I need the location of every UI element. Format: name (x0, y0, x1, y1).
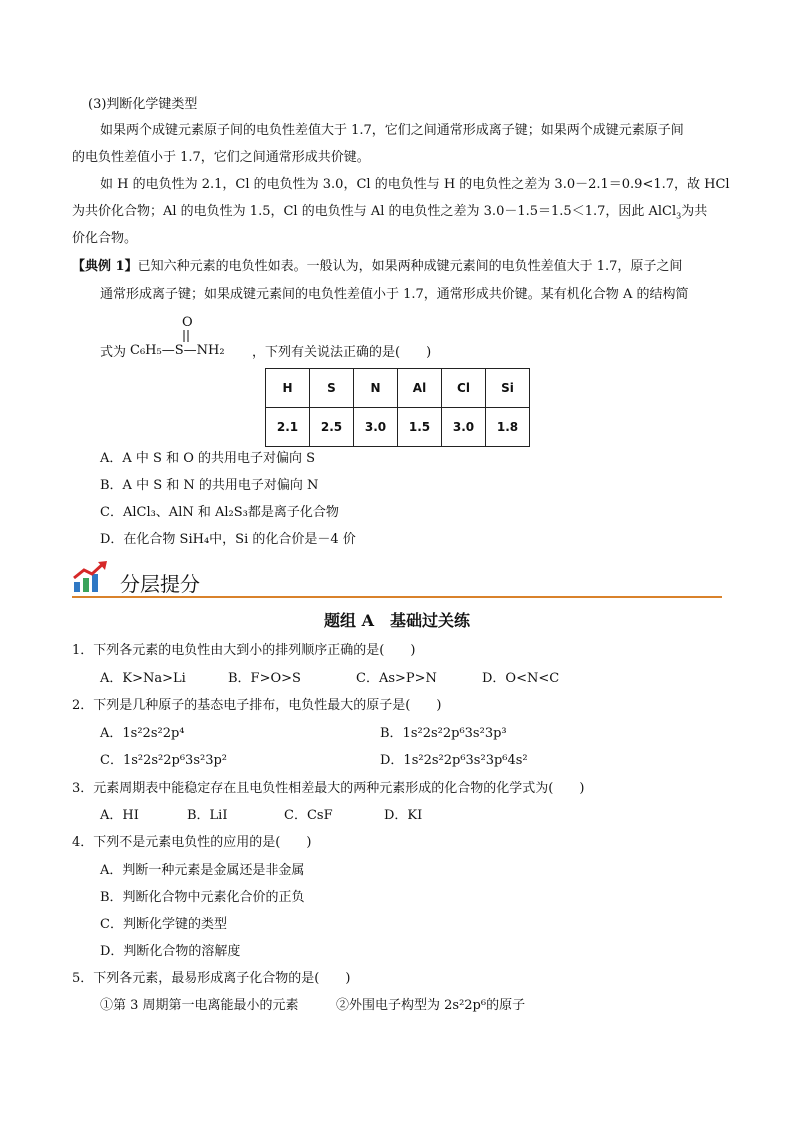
structure-left: C₆H₅—S—NH₂ (130, 343, 225, 358)
q4-stem: 4．下列不是元素电负性的应用的是( ) (72, 835, 312, 850)
example-line3-post: ，下列有关说法正确的是( ) (252, 345, 432, 360)
q2-option-c: C．1s²2s²2p⁶3s²3p² (100, 753, 228, 768)
group-title: 题组 A 基础过关练 (324, 611, 470, 630)
q1-option-b: B．F>O>S (228, 671, 301, 686)
q3-option-c: C．CsF (284, 808, 333, 823)
q3-option-d: D．KI (384, 808, 423, 823)
q5-item-2: ②外围电子构型为 2s²2p⁶的原子 (336, 998, 526, 1013)
table-header-cell: Si (486, 369, 530, 408)
table-value-cell: 1.8 (486, 408, 530, 447)
q1-option-a: A．K>Na>Li (100, 671, 186, 686)
q2-option-b: B．1s²2s²2p⁶3s²3p³ (380, 726, 507, 741)
example-option-d: D．在化合物 SiH₄中，Si 的化合价是－4 价 (100, 532, 356, 547)
example-option-a: A．A 中 S 和 O 的共用电子对偏向 S (100, 451, 316, 466)
q4-option-d: D．判断化合物的溶解度 (100, 944, 241, 959)
intro-p2b-pre: 为共价化合物；Al 的电负性为 1.5，Cl 的电负性与 Al 的电负性之差为 3.0－1.5＝1.5＜1.7，因此 AlCl (72, 204, 677, 219)
electronegativity-table (265, 368, 530, 447)
intro-heading: (3)判断化学键类型 (88, 97, 198, 112)
intro-p1a: 如果两个成键元素原子间的电负性差值大于 1.7，它们之间通常形成离子键；如果两个成键元素原子间 (100, 123, 684, 138)
q4-option-a: A．判断一种元素是金属还是非金属 (100, 863, 305, 878)
q5-item-1: ①第 3 周期第一电离能最小的元素 (100, 998, 299, 1013)
example-option-b: B．A 中 S 和 N 的共用电子对偏向 N (100, 478, 319, 493)
table-value-cell: 2.5 (310, 408, 354, 447)
example-label: 【典例 1】 (72, 259, 138, 274)
structure-oxygen: O (182, 315, 193, 330)
q3-stem: 3．元素周期表中能稳定存在且电负性相差最大的两种元素形成的化合物的化学式为( ) (72, 781, 585, 796)
rising-chart-icon (72, 560, 110, 594)
q1-option-d: D．O<N<C (482, 671, 560, 686)
intro-p2c: 价化合物。 (72, 231, 138, 246)
table-value-cell: 3.0 (354, 408, 398, 447)
section-title: 分层提分 (120, 572, 200, 596)
example-option-c: C．AlCl₃、AlN 和 Al₂S₃都是离子化合物 (100, 505, 339, 520)
table-value-cell: 1.5 (398, 408, 442, 447)
intro-p2b-post: 为共 (681, 204, 708, 219)
intro-p2b-sub: 3 (676, 211, 682, 221)
table-header-cell: S (310, 369, 354, 408)
table-value-row (266, 408, 530, 447)
intro-p1b: 的电负性差值小于 1.7，它们之间通常形成共价键。 (72, 150, 370, 165)
table-header-row (266, 369, 530, 408)
structure-formula (130, 312, 250, 362)
example-line1 (72, 258, 682, 276)
q2-stem: 2．下列是几种原子的基态电子排布，电负性最大的原子是( ) (72, 698, 442, 713)
intro-p2a: 如 H 的电负性为 2.1，Cl 的电负性为 3.0，Cl 的电负性与 H 的电负性之差为 3.0－2.1＝0.9<1.7，故 HCl (100, 177, 730, 192)
q1-option-c: C．As>P>N (356, 671, 437, 686)
table-value-cell: 3.0 (442, 408, 486, 447)
example-line2: 通常形成离子键；如果成键元素间的电负性差值小于 1.7，通常形成共价键。某有机化合物 A 的结构简 (100, 287, 689, 302)
q5-stem: 5．下列各元素，最易形成离子化合物的是( ) (72, 971, 351, 986)
q4-option-c: C．判断化学键的类型 (100, 917, 227, 932)
table-header-cell: N (354, 369, 398, 408)
table-header-cell: H (266, 369, 310, 408)
q2-option-d: D．1s²2s²2p⁶3s²3p⁶4s² (380, 753, 528, 768)
section-divider (72, 596, 722, 598)
q3-option-b: B．LiI (187, 808, 228, 823)
q4-option-b: B．判断化合物中元素化合价的正负 (100, 890, 305, 905)
q1-stem: 1．下列各元素的电负性由大到小的排列顺序正确的是( ) (72, 643, 416, 658)
q2-option-a: A．1s²2s²2p⁴ (100, 726, 185, 741)
q3-option-a: A．HI (100, 808, 139, 823)
intro-p2b (72, 203, 707, 221)
example-text1: 已知六种元素的电负性如表。一般认为，如果两种成键元素间的电负性差值大于 1.7，原子之间 (137, 259, 683, 274)
example-line3-pre: 式为 (100, 345, 127, 360)
table-header-cell: Al (398, 369, 442, 408)
table-value-cell: 2.1 (266, 408, 310, 447)
table-header-cell: Cl (442, 369, 486, 408)
